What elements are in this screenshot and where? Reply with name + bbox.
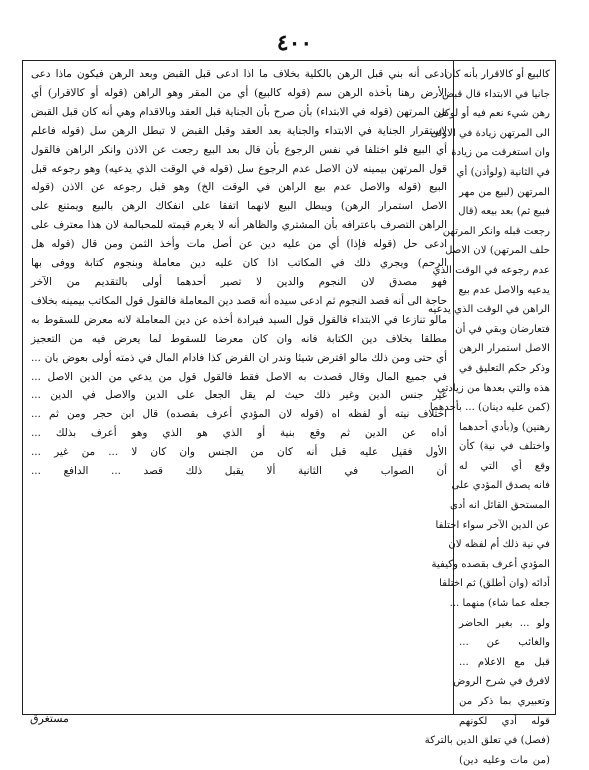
margin-text-line: قوله أدي لكونهم xyxy=(459,715,550,727)
margin-text-line: (من مات وعليه دين) xyxy=(459,754,550,766)
main-text-line: الاصل استمرار الرهن) ويبطل البيع لانهما اتفقا على انفكاك الرهن بالبيع ويمتنع على xyxy=(31,200,447,213)
margin-text-line: عدم رجوعه في الوقت الذي xyxy=(432,264,550,276)
main-text-line: أي البيع فلو اختلفا في نفس الرجوع بأن قال بعد البيع رجعت عن الاذن وانكر الراهن فالقول xyxy=(31,143,447,156)
margin-text-line: هذه والتي بعدها من زيادتي xyxy=(437,382,550,394)
margin-text-line: الى المرتهن زيادة في الاولى xyxy=(430,127,550,139)
page-number: ٤٠٠ xyxy=(276,30,313,56)
margin-text-line: الراهن في الوقت الذي يدعيه xyxy=(428,304,550,316)
margin-text-line: فانه يصدق المؤدي على xyxy=(451,480,550,492)
main-text-line: أي حتى ومن ذلك مالو اقترض شيئا وندر ان القرض كذا فادام المال في ذمته أولى بعوض بان ... xyxy=(31,351,447,364)
main-text-line: الرحم) ويجري ذلك في المكاتب اذا كان عليه دين معاملة وبنجوم كتابة ووفى بها xyxy=(31,257,447,270)
margin-text-line: في نية ذلك أم لفظه لان xyxy=(448,539,550,551)
margin-text-line: ولو ... بغير الحاضر xyxy=(459,617,550,629)
margin-text-line: وتعبيري بما ذكر من xyxy=(459,696,550,707)
margin-text-line: عن الدين الآخر سواء اختلفا xyxy=(435,519,550,531)
main-text-line: أن الصواب في الثانية ألا يقبل ذلك قصد ... الدافع ... xyxy=(31,465,447,478)
main-text-line: قول المرتهن بيمينه لان الاصل عدم الرجوع سل (قوله في الوقت الذي يدعيه) وهو رجوعه قبل xyxy=(31,162,447,175)
margin-text-line: رهن شيء نعم فيه أو لوكل xyxy=(437,108,550,120)
margin-commentary-column xyxy=(424,61,555,766)
margin-text-line: وقع أي التي له xyxy=(459,460,550,472)
main-text-line: غير جنس الدين وغير ذلك حيث لم يقل الجعل على الدين والاصل في الدين ... xyxy=(31,389,447,402)
margin-text-line: كالبيع أو كالاقرار بأنه كان xyxy=(444,69,550,80)
main-text-column xyxy=(23,61,455,714)
margin-text-line: المستحق القائل انه أدى xyxy=(450,500,550,512)
main-text-line: مالو تنازعا في الابتداء فالقول قول السيد فيرادة أخذه عن دين المعاملة لانه معرض للسقوط به xyxy=(31,313,447,326)
margin-text-line: والغائب عن ... xyxy=(459,637,550,649)
main-text-line: الأول فقيل عليه قبل أنه كان من الجنس وان كان لا ... من غير ... xyxy=(31,446,447,459)
margin-text-line: واختلف في نية) كأن xyxy=(459,441,550,453)
margin-text-line: فتعارضان وبقي في أن xyxy=(455,323,550,335)
margin-text-line: رجعت قبله وانكر المرتهن xyxy=(442,225,550,237)
main-text-line: في جميع المال وقال قصدت به الاصل فقط فالقول قول من يدعي من الدين الاصل ... xyxy=(31,370,447,383)
main-text-line: البيع (قوله والاصل عدم بيع الراهن في الوقت الخ) وهو قبل رجوعه عن الاذن (قوله xyxy=(31,181,447,194)
margin-text-line: الاصل استمرار الرهن xyxy=(459,343,550,355)
margin-text-line: رهنين) و(بأدي أحدهما xyxy=(459,421,550,433)
margin-text-line: وان استغرقت من زيادة xyxy=(451,147,550,159)
margin-text-line: يدعيه والاصل عدم بيع xyxy=(458,284,550,296)
margin-text-line: حلف المرتهن) لان الاصل xyxy=(445,245,550,257)
main-text-line: فهو مصدق لان النجوم والدين لا تصير أحدهما أولى بالتقديم من الآخر xyxy=(31,275,447,288)
margin-text-line: (كمن عليه دينان) ... بأحدهما xyxy=(429,402,550,414)
main-text-line: مطلقا بخلاف دين الكتابة فانه وان كان معرضا للسقوط لما يعرض فيه من التعجيز xyxy=(31,332,447,345)
margin-text-line: جعله عما شاء) منهما ... xyxy=(449,598,550,610)
margin-text-line: (فصل) في تعلق الدين بالتركة xyxy=(424,735,550,747)
margin-text-line: المرتهن (لبيع من مهر xyxy=(459,186,550,198)
margin-text-line: جانيا في الابتداء قال قبض xyxy=(441,88,550,100)
margin-text-line: قبل مع الاعلام ... xyxy=(459,656,550,668)
margin-text-line: المؤدي أعرف بقصده وكيفية xyxy=(431,558,550,570)
main-text-line: الأرض رهنا بأخذه الرهن سم (قوله كالبيع) أي من المقر وهو الراهن (قوله أو كالاقرار) أي xyxy=(31,86,447,99)
main-text-line: ادعى أنه بني قبل الرهن بالكلية بخلاف ما اذا ادعى قبل القبض وبعد الرهن فيكون ماذا دعى xyxy=(31,68,447,80)
main-text-line: ادعى حل (قوله فإذا) أي من عليه دين عن أصل مات وأخذ الثمن ومن قال (قوله هل xyxy=(31,238,447,251)
margin-text-line: أدائه (وان أطلق) ثم اختلفا xyxy=(439,578,550,590)
margin-text-line: لافرق في شرح الروض xyxy=(453,676,550,688)
main-text-line: أداه عن الدين ثم وقع بنية أو الذي هو الذي وهو أعرف بذلك ... xyxy=(31,427,447,440)
margin-text-line: في الثانية (ولوأذن) أي xyxy=(456,166,550,178)
main-text-line: لاستقرار الجناية في الابتداء والجناية بعد العقد وقبل القبض لا تبطل الرهن سل (قوله فاعلم xyxy=(31,124,447,137)
margin-text-line: وذكر حكم التعليق في xyxy=(459,362,550,374)
margin-text-line: فبيع ثم) بعد بيعه (قال xyxy=(458,206,550,218)
main-text-line: من المرتهن (قوله في الابتداء) بأن صرح بأن الجناية قبل العقد وبالاقدام وهي أنه كان قبل القبض xyxy=(31,105,447,118)
main-text-line: اختلاف نيته أو لفظه اه (قوله لان المؤدي أعرف بقصده) قال ابن حجر ومن ثم ... xyxy=(31,408,447,421)
main-text-line: حاجة الى أنه قصد النجوم ثم ادعى سيده أنه قصد دين المعاملة فالقول قول المكاتب بيمينه بخلاف xyxy=(31,294,447,307)
main-text-line: الراهن التصرف باعترافه بأن المشتري والظاهر أنه لا يغرم قيمته للمحبالمة لان هذا معترف على xyxy=(31,219,447,232)
catchword: مستغرق xyxy=(30,712,69,725)
